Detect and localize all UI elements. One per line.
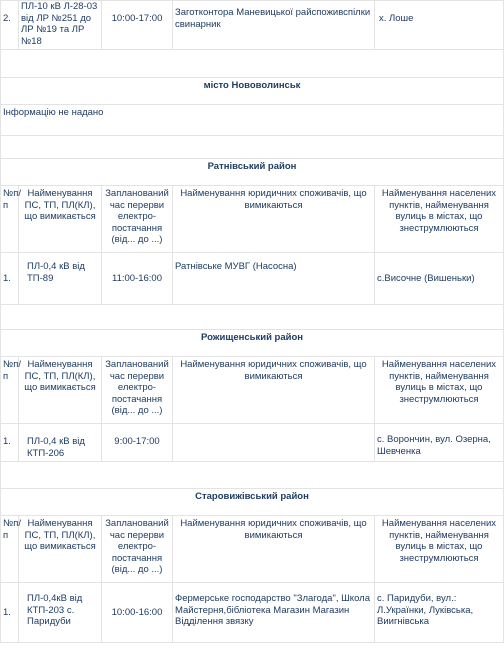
settlements: с. Ворончин, вул. Озерна, Шевченка (375, 424, 504, 462)
line-name: ПЛ-0,4 кВ від КТП-206 (19, 424, 102, 462)
settlements: с.Височне (Вишеньки) (375, 253, 504, 305)
outage-time: 10:00-16:00 (102, 583, 173, 643)
consumers (173, 424, 375, 462)
table-row (1, 424, 504, 462)
table-row (1, 253, 504, 305)
settlements: с. Паридуби, вул.: Л.Українки, Луківська, Виигнівська (375, 583, 504, 643)
header-line: Найменування ПС, ТП, ПЛ(КЛ), що вимикається (19, 186, 102, 253)
header-num: №п/п (1, 186, 19, 253)
row-number: 1. (1, 253, 19, 305)
consumers: Заготконтора Маневицької райспоживспілки свинарник (173, 1, 375, 50)
header-settlements: Найменування населених пунктів, найменування вулиць в містах, що знеструмлюються (375, 186, 504, 253)
section-title: місто Нововолинськ (1, 78, 504, 105)
header-line: Найменування ПС, ТП, ПЛ(КЛ), що вимикається (19, 516, 102, 583)
line-name: ПЛ-10 кВ Л-28-03 від ЛР №251 до ЛР №19 та ЛР №18 (19, 1, 102, 50)
no-info-note: Інформацію не надано (1, 105, 504, 136)
settlements: х. Лоше (375, 1, 504, 50)
header-time: Запланований час перерви електро-постачання (від... до ...) (102, 516, 173, 583)
row-number: 2. (1, 1, 19, 50)
header-time: Запланований час перерви електро-постачання (від... до ...) (102, 186, 173, 253)
header-settlements: Найменування населених пунктів, найменування вулиць в містах, що знеструмлюються (375, 357, 504, 424)
section-title: Рожищенський район (1, 330, 504, 357)
outage-time: 10:00-17:00 (102, 1, 173, 50)
header-time: Запланований час перерви електро-постачання (від... до ...) (102, 357, 173, 424)
header-consumers: Найменування юридичних споживачів, що вимикаються (173, 357, 375, 424)
header-row (1, 186, 504, 253)
header-num: №п/п (1, 357, 19, 424)
section-title: Старовижівський район (1, 489, 504, 516)
header-row (1, 516, 504, 583)
row-number: 1. (1, 583, 19, 643)
outage-time: 9:00-17:00 (102, 424, 173, 462)
outage-time: 11:00-16:00 (102, 253, 173, 305)
header-row (1, 357, 504, 424)
consumers: Ратнівське МУВГ (Насосна) (173, 253, 375, 305)
table-row (1, 1, 504, 50)
table-row (1, 583, 504, 643)
section-title: Ратнівський район (1, 159, 504, 186)
header-line: Найменування ПС, ТП, ПЛ(КЛ), що вимикається (19, 357, 102, 424)
header-consumers: Найменування юридичних споживачів, що вимикаються (173, 186, 375, 253)
header-num: №п/п (1, 516, 19, 583)
line-name: ПЛ-0,4кВ від КТП-203 с. Паридуби (19, 583, 102, 643)
header-consumers: Найменування юридичних споживачів, що вимикаються (173, 516, 375, 583)
line-name: ПЛ-0,4 кВ від ТП-89 (19, 253, 102, 305)
header-settlements: Найменування населених пунктів, найменування вулиць в містах, що знеструмлюються (375, 516, 504, 583)
consumers: Фермерське господарство "Злагода", Школа Майстерня,бібліотека Магазин Магазин Відділення звязку (173, 583, 375, 643)
row-number: 1. (1, 424, 19, 462)
